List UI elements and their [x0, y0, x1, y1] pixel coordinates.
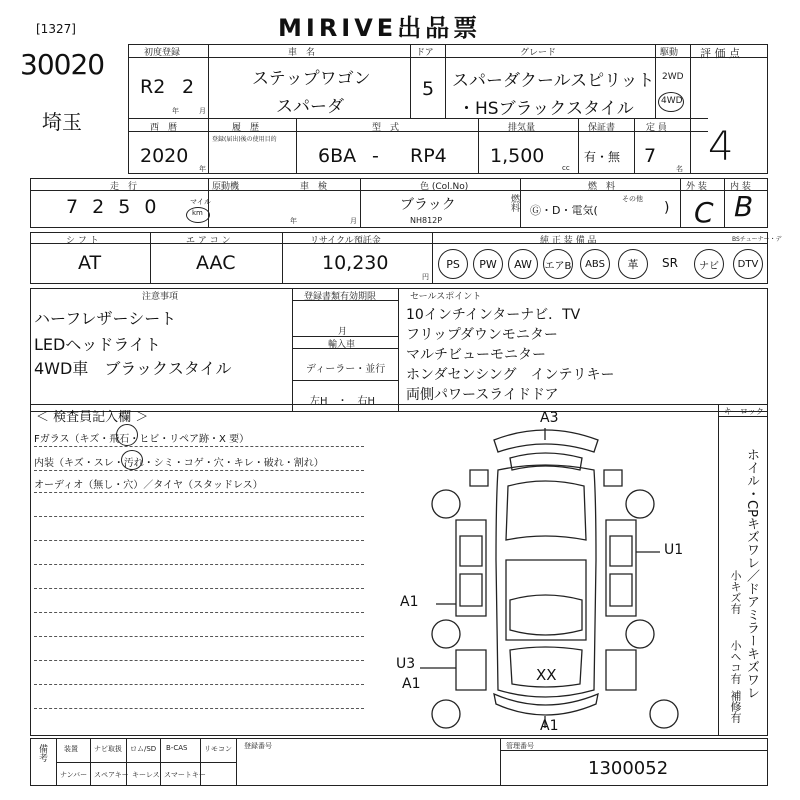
mark-left-low-top: U3	[396, 656, 416, 672]
mileage-label: 走 行	[110, 182, 138, 192]
note-line-1: ハーフレザーシート	[34, 309, 177, 328]
drive-label: 駆動	[660, 48, 679, 58]
grade-line2: ・HSブラックスタイル	[458, 99, 634, 119]
displacement-unit: cc	[562, 164, 570, 172]
grade-line1: スパーダクールスピリット	[452, 71, 655, 91]
equip-leather: 革	[618, 249, 648, 279]
first-reg-year-mark: 年	[172, 107, 179, 115]
model-name-label: 車 名	[288, 48, 316, 58]
reg-doc-month: 月	[338, 327, 348, 337]
warranty-value: 有・無	[584, 150, 621, 164]
mileage-value: 7 2 5 0	[66, 196, 161, 218]
history-label: 履 歴	[232, 123, 260, 133]
equip-sr: SR	[662, 256, 678, 270]
page-title: MIRIVE出品票	[278, 14, 482, 42]
mileage-unit-mile: マイル	[190, 198, 211, 206]
equip-ps: PS	[438, 249, 468, 279]
mark-front: A3	[540, 410, 559, 426]
equip-dtv: DTV	[733, 249, 763, 279]
footer-r2-c2: スペアキー	[94, 771, 129, 779]
warranty-label: 保証書	[588, 123, 616, 133]
mark-rear: A1	[540, 718, 559, 734]
score-total: 4	[708, 124, 734, 170]
footer-r2-c1: ナンバー	[60, 771, 88, 779]
footer-col-label: 備考	[37, 744, 47, 762]
notes-label: 注意事項	[142, 292, 179, 302]
grade-label: グレード	[520, 48, 557, 58]
footer-r2-c3: キーレス	[132, 771, 160, 779]
equip-airbag: エアB	[543, 249, 573, 279]
sales-point-3: マルチビューモニター	[406, 347, 546, 363]
mark-left-low-bot: A1	[402, 676, 421, 692]
first-reg-month: 2	[182, 76, 195, 98]
inspector-line-1: Fガラス（キズ・飛石・ヒビ・リペア跡・X 要）	[34, 434, 250, 445]
model-dash: -	[372, 145, 379, 167]
sales-point-4: ホンダセンシング インテリキー	[406, 367, 615, 383]
footer-r1-c3: ロム/SD	[130, 745, 157, 753]
mileage-unit-km: km	[192, 209, 203, 217]
model-line2: スパーダ	[276, 97, 344, 117]
footer-r1-c1: 装置	[64, 745, 78, 753]
first-reg-label: 初度登録	[144, 48, 181, 58]
capacity-label: 定 員	[646, 123, 667, 133]
fuel-close: )	[664, 200, 670, 216]
sales-point-1: 10インチインターナビ．TV	[406, 307, 581, 323]
note-line-2: LEDヘッドライト	[34, 335, 161, 354]
fuel-unit-label: 燃料	[509, 194, 519, 212]
drive-2wd: 2WD	[662, 72, 684, 82]
manage-number: 1300052	[588, 758, 669, 779]
mark-rear-center: XX	[536, 666, 557, 684]
mark-left-mid: A1	[400, 594, 419, 610]
equip-pw: PW	[473, 249, 503, 279]
model-line1: ステップワゴン	[252, 69, 371, 89]
western-label: 西 暦	[150, 123, 178, 133]
footer-r2-c4: スマートキー	[164, 771, 206, 779]
aircon-label: エ ア コ ン	[186, 236, 231, 246]
color-label: 色 (Col.No)	[420, 182, 469, 192]
reg-no-label: 登録番号	[244, 742, 272, 750]
inspection-year: 年	[290, 217, 297, 225]
footer-r1-c2: ナビ取扱	[94, 745, 122, 753]
mark-right: U1	[664, 542, 684, 558]
shift-value: AT	[78, 252, 102, 274]
exterior-label: 外 装	[686, 182, 707, 192]
side-note-small-scratch: 小キズ有	[729, 570, 742, 614]
inspector-label: ＜ 検査員記入欄 ＞	[36, 410, 149, 425]
interior-score: B	[734, 190, 754, 223]
exterior-score: C	[694, 196, 714, 229]
imported-label: 輸入車	[328, 340, 356, 350]
side-note-main: ホイル・CPキズワレ／ドアミラーキズワレ	[744, 448, 759, 699]
model-code: RP4	[410, 145, 447, 167]
capacity-value: 7	[644, 145, 657, 167]
score-label: 評 価 点	[700, 47, 740, 60]
door-label: ドア	[416, 48, 434, 58]
fuel-other: その他	[622, 195, 643, 203]
model-code-label: 型 式	[372, 123, 400, 133]
registration-area: 埼玉	[42, 110, 82, 134]
color-value: ブラック	[400, 197, 456, 213]
equip-aw: AW	[508, 249, 538, 279]
drive-4wd: 4WD	[661, 96, 683, 106]
side-note-repair: 補修有	[729, 690, 742, 723]
door-count: 5	[422, 78, 435, 100]
first-reg-month-mark: 月	[199, 107, 206, 115]
key-lock-label: キーロック	[724, 407, 764, 416]
fuel-options: Ⓖ・D・電気(	[530, 204, 598, 217]
equipment-label: 純 正 装 備 品	[540, 236, 597, 246]
inspection-label: 車 検	[300, 182, 328, 192]
note-line-3: 4WD車 ブラックスタイル	[34, 359, 232, 378]
manage-label: 管理番号	[506, 742, 534, 750]
aircon-value: AAC	[196, 252, 236, 274]
sales-point-2: フリップダウンモニター	[406, 327, 558, 343]
color-no: NH812P	[410, 216, 443, 225]
recycle-label: リサイクル預託金	[310, 236, 381, 246]
lot-number: 30020	[20, 48, 105, 81]
interior-label: 内 装	[730, 182, 751, 192]
fuel-label: 燃 料	[588, 182, 616, 192]
footer-r1-c5: リモコン	[204, 745, 232, 753]
equip-navi: ナビ	[694, 249, 724, 279]
sales-point-5: 両側パワースライドドア	[406, 387, 559, 403]
equip-abs: ABS	[580, 249, 610, 279]
year-western: 2020	[140, 145, 189, 167]
displacement-value: 1,500	[490, 145, 545, 167]
sales-points-label: セールスポイント	[410, 292, 482, 302]
inspector-line-3: オーディオ（無し・穴）／タイヤ（スタッドレス）	[34, 480, 263, 491]
inspection-month: 月	[350, 217, 357, 225]
engine-no-label: 原動機	[212, 182, 240, 192]
shift-label: シ フ ト	[66, 236, 99, 246]
model-prefix: 6BA	[318, 145, 357, 167]
inspector-line-2: 内装（キズ・スレ・汚れ・シミ・コゲ・穴・キレ・破れ・割れ）	[34, 458, 324, 469]
recycle-unit: 円	[422, 273, 429, 281]
year-western-mark: 年	[199, 165, 206, 173]
tuner-label: BSチューナー・デ	[732, 236, 782, 243]
lot-label: [1327]	[36, 22, 76, 36]
import-type: ディーラー・並行	[306, 364, 386, 375]
displacement-label: 排気量	[508, 123, 536, 133]
recycle-value: 10,230	[322, 252, 389, 274]
first-reg-era: R2	[140, 76, 166, 98]
history-note: 登録(届出)後の使用目的	[212, 136, 277, 143]
import-handle: 左H ・ 右H	[310, 396, 376, 407]
side-note-small-dent: 小ヘコ有	[729, 640, 742, 684]
capacity-unit: 名	[676, 165, 683, 173]
footer-r1-c4: B-CAS	[166, 744, 188, 752]
reg-doc-deadline-label: 登録書類有効期限	[304, 292, 377, 302]
